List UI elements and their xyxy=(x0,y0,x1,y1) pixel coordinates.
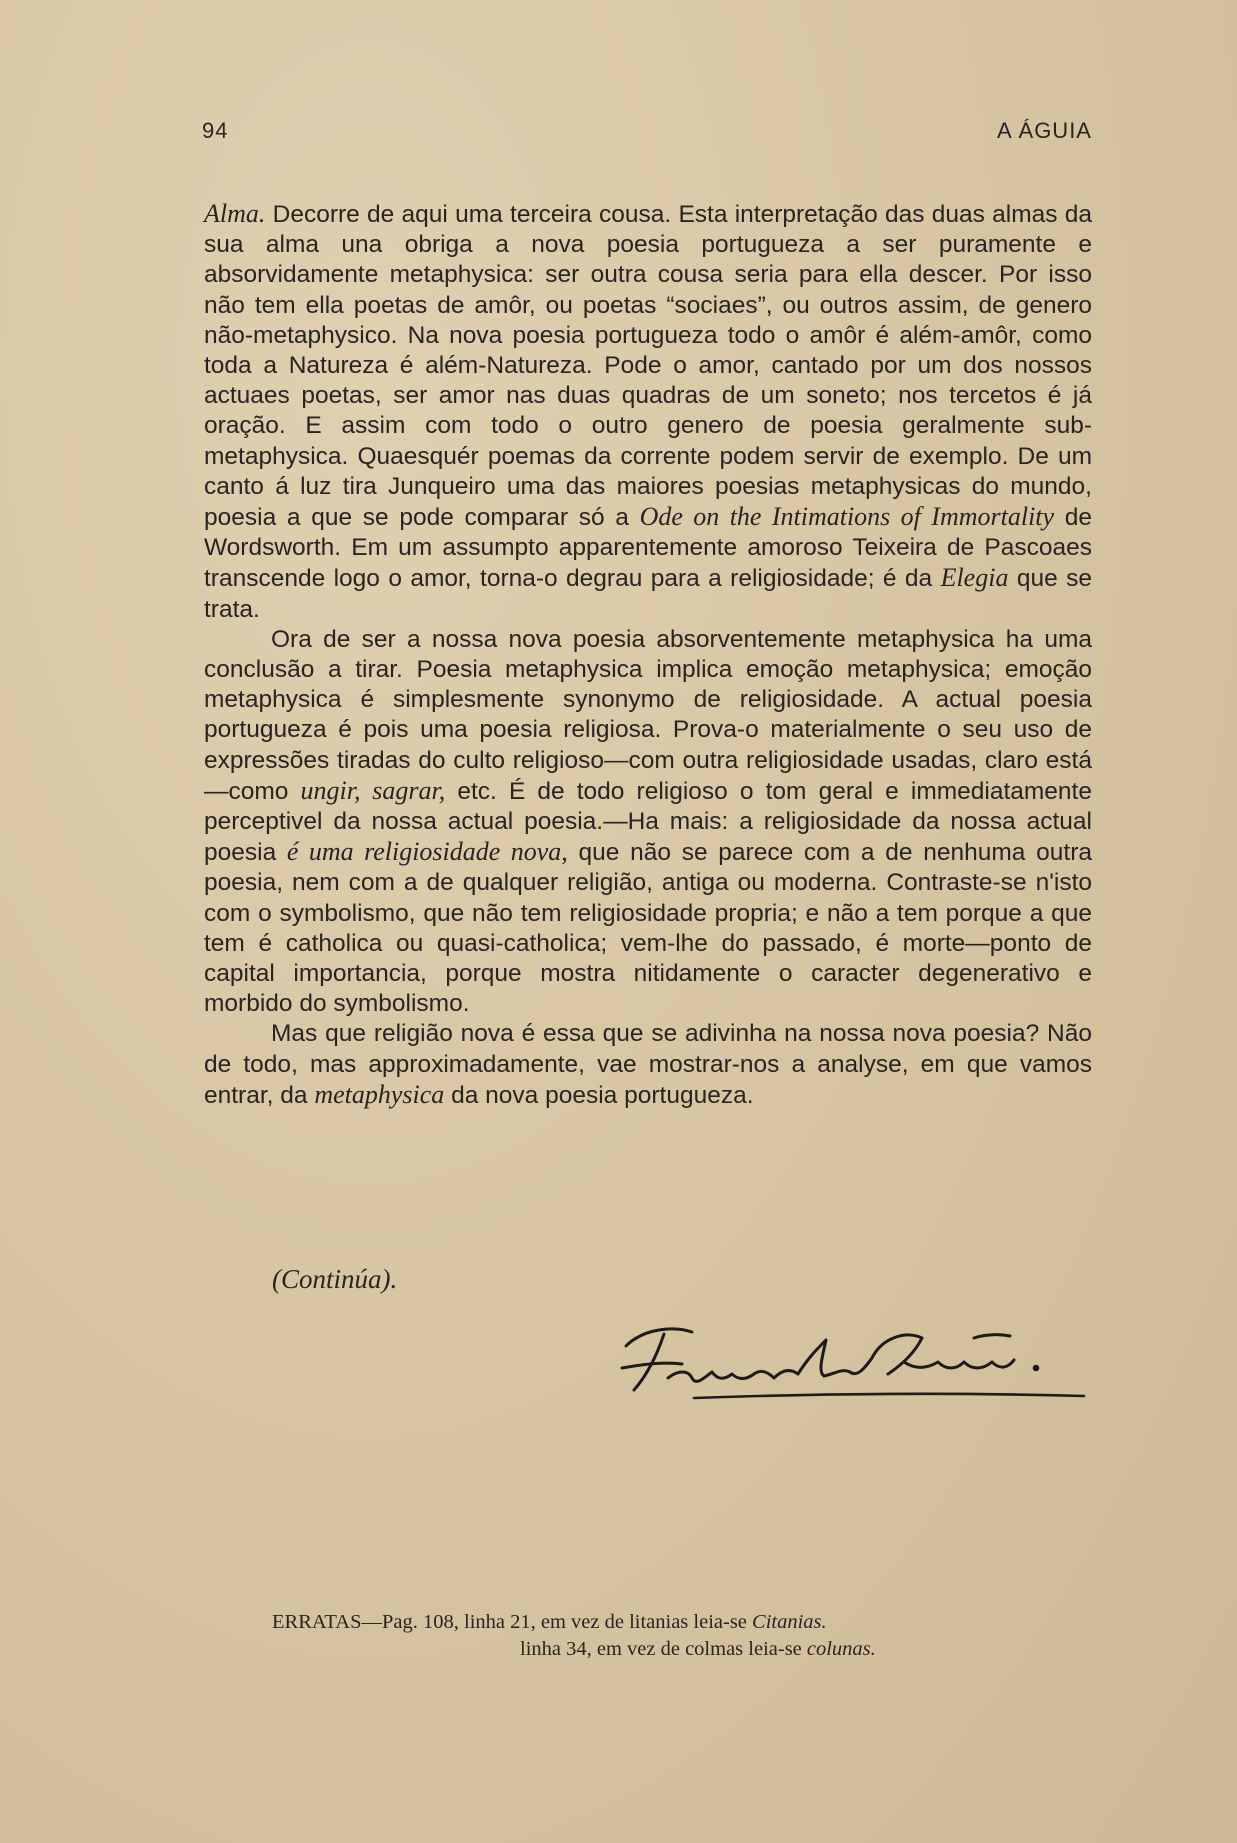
paragraph-1 xyxy=(204,199,1092,625)
page-number: 94 xyxy=(202,118,229,143)
paragraph-2 xyxy=(204,625,1092,1020)
emphasis-ode-title: Ode on the Intimations of Immortality xyxy=(639,502,1055,532)
errata-line-1 xyxy=(272,1609,876,1636)
paragraph-2-text-b: etc. É de todo religioso o tom geral e immediatamente perceptivel da nossa actual poesia.—Ha mais: a religiosidade da nossa actual poesia xyxy=(204,777,1092,867)
paragraph-3-text-b: da nova poesia portugueza. xyxy=(444,1081,754,1109)
page-header xyxy=(202,118,1092,144)
errata-2-text: linha 34, em vez de colmas leia-se xyxy=(520,1638,807,1660)
errata-1-text: linha 21, em vez de litanias leia-se xyxy=(458,1611,753,1633)
continua-note: (Continúa). xyxy=(272,1264,398,1294)
errata-line-2 xyxy=(272,1636,876,1663)
emphasis-metaphysica: metaphysica xyxy=(314,1079,445,1109)
emphasis-ungir-sagrar: ungir, sagrar, xyxy=(300,775,446,805)
errata-1-correction: Citanias. xyxy=(752,1611,827,1633)
paragraph-1-text-a: Decorre de aqui uma terceira cousa. Esta interpretação das duas almas da sua alma una obriga a nova poesia portugueza a ser puramente e absorvidamente metaphysica: ser outra cousa seria para ella descer. Por isso não tem ella poetas de amôr, ou poetas “sociaes”, ou outros assim, de genero não-metaphysico. Na nova poesia portugueza todo o amôr é além-amôr, como toda a Natureza é além-Natureza. Pode o amor, cantado por um dos nossos actuaes poetas, ser amor nas duas quadras de um soneto; nos tercetos é já oração. E assim com todo o outro genero de poesia geralmente sub-metaphysica. Quaesquér poemas da corrente podem servir de exemplo. De um canto á luz tira Junqueiro uma das maiores poesias metaphysicas do mundo, poesia a que se pode comparar só a xyxy=(204,201,1092,532)
emphasis-alma: Alma. xyxy=(204,199,266,228)
errata-label: ERRATAS—Pag. 108, xyxy=(272,1611,459,1633)
emphasis-religiosidade-nova: é uma religiosidade nova, xyxy=(286,837,568,867)
errata-2-correction: colunas. xyxy=(806,1638,876,1660)
paragraph-3-text-a: Mas que religião nova é essa que se adivinha na nossa nova poesia? Não de todo, mas approximadamente, vae mostrar-nos a analyse, em que vamos entrar, da xyxy=(204,1020,1092,1109)
paragraph-2-text-a: Ora de ser a nossa nova poesia absorventemente metaphysica ha uma conclusão a tirar. Poesia metaphysica implica emoção metaphysica; emoção metaphysica é simplesmente synonymo de religiosidade. A actual poesia portugueza é pois uma poesia religiosa. Prova-o materialmente o seu uso de expressões tiradas do culto religioso—com outra religiosidade usadas, claro está—como xyxy=(204,625,1092,805)
emphasis-elegia: Elegia xyxy=(940,563,1009,593)
paragraph-2-text-c: que não se parece com a de nenhuma outra poesia, nem com a de qualquer religião, antiga ou moderna. Contraste-se n'isto com o symbolismo, que não tem religiosidade propria; e não a tem porque a que tem é catholica ou quasi-catholica; vem-lhe do passado, é morte—ponto de capital importancia, porque mostra nitidamente o caracter degenerativo e morbido do symbolismo. xyxy=(204,839,1092,1018)
article-body xyxy=(204,199,1092,1111)
paragraph-1-text-b: de Wordsworth. Em um assumpto apparentemente amoroso Teixeira de Pascoaes transcende logo o amor, torna-o degrau para a religiosidade; é da xyxy=(204,504,1093,593)
handwritten-signature xyxy=(604,1318,1090,1410)
paragraph-3 xyxy=(204,1019,1092,1111)
paragraph-1-text-c: que se trata. xyxy=(204,565,1092,623)
errata-section xyxy=(272,1609,876,1663)
journal-title: A ÁGUIA xyxy=(996,118,1092,143)
